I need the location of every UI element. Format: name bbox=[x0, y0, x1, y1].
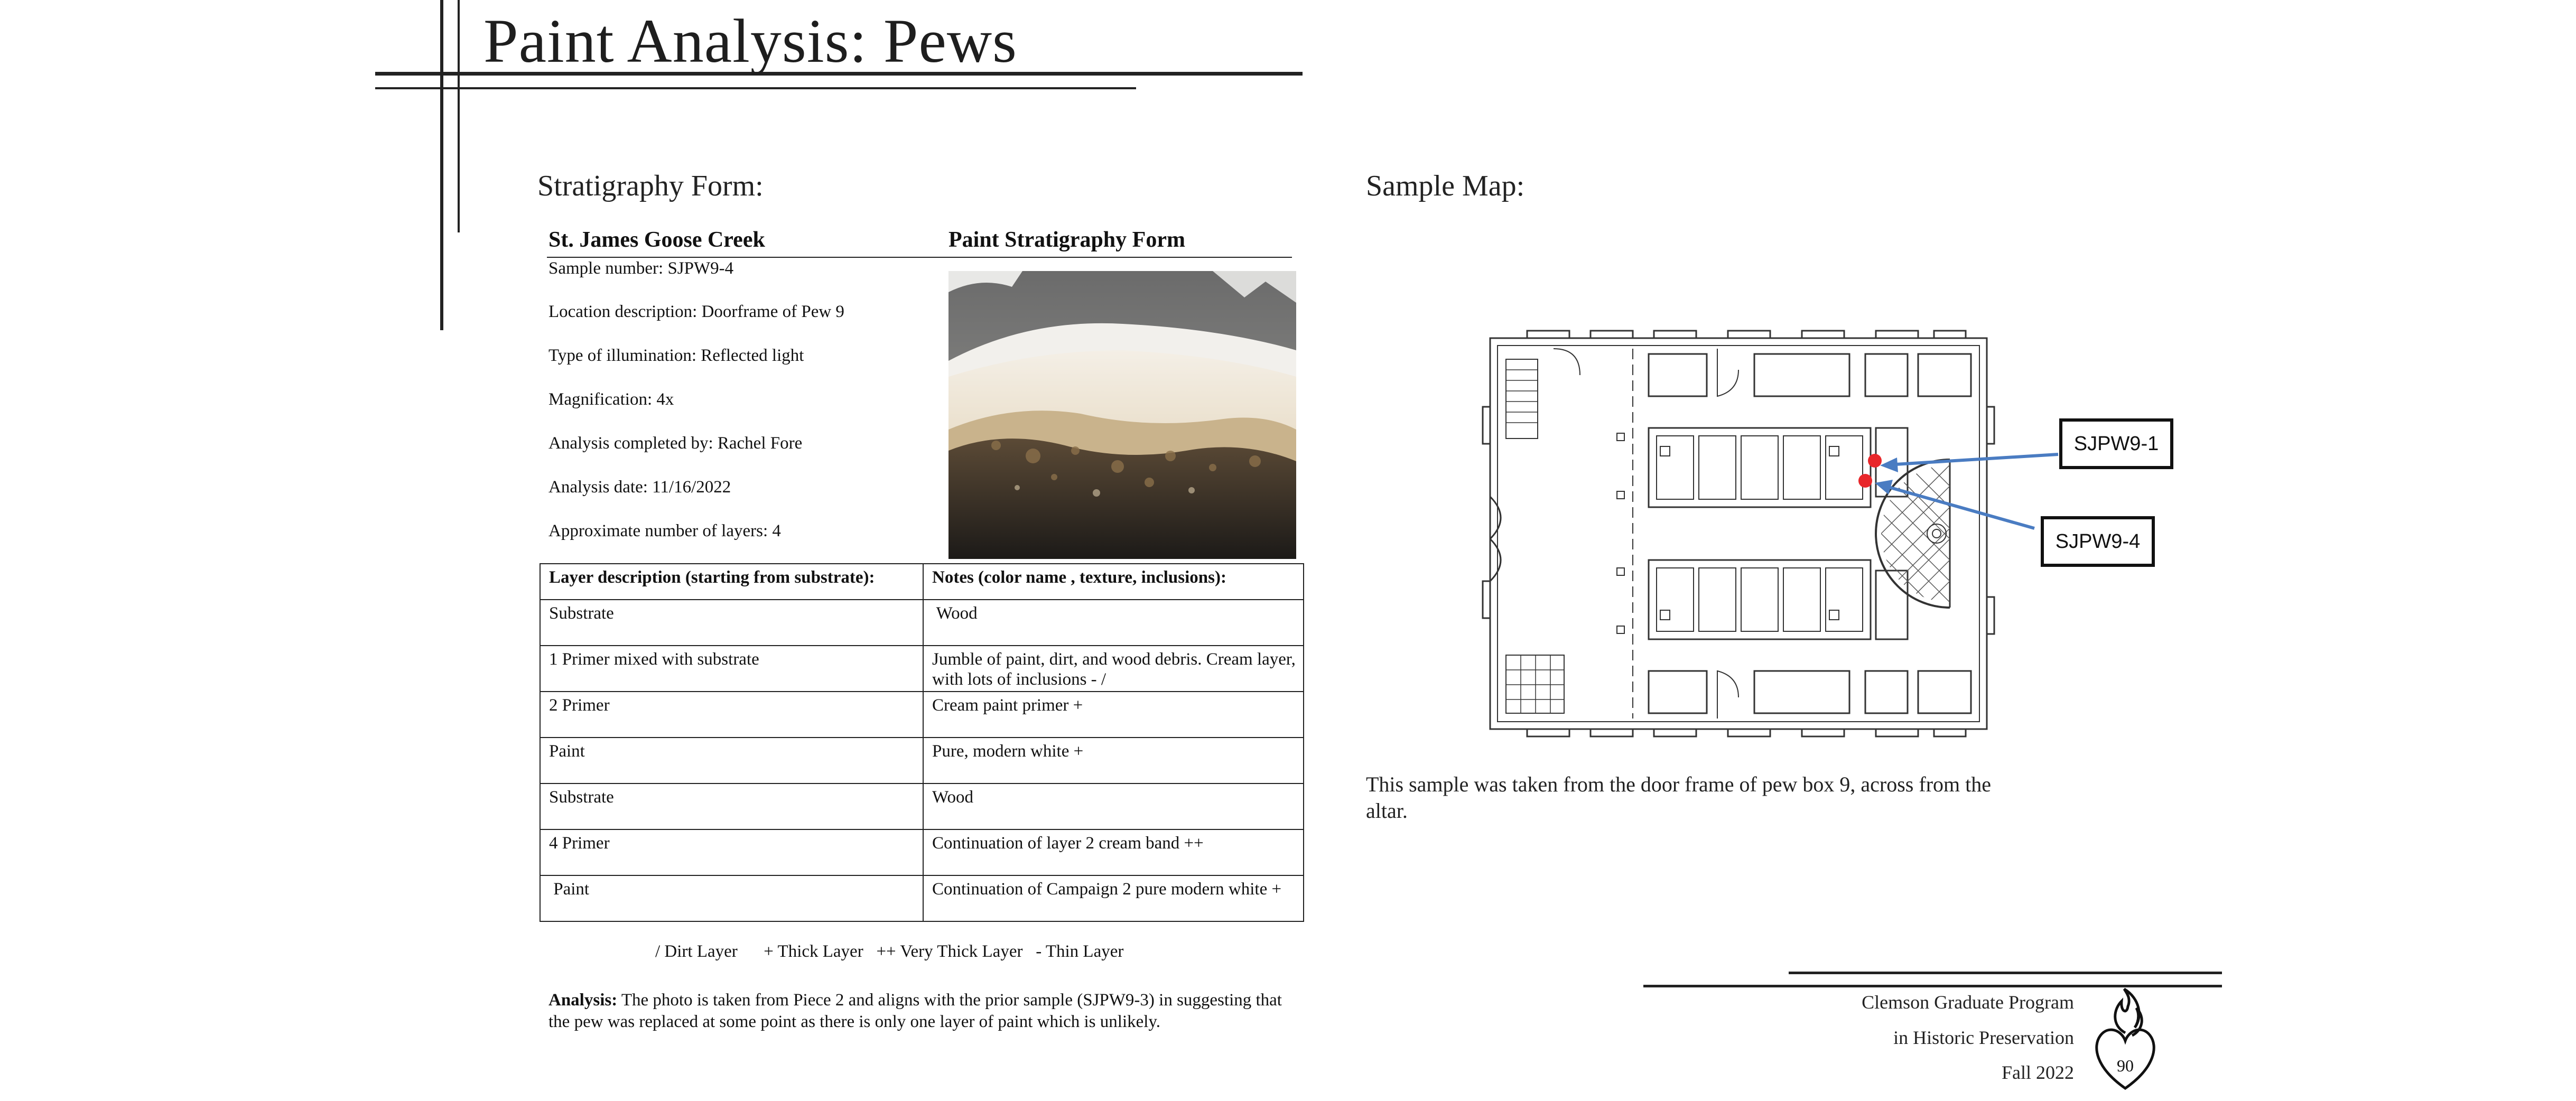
field-sample-number: Sample number: SJPW9-4 bbox=[548, 259, 734, 278]
table-cell-notes: Continuation of Campaign 2 pure modern white + bbox=[923, 875, 1304, 921]
stratigraphy-section-title: Stratigraphy Form: bbox=[537, 170, 764, 202]
page-number: 90 bbox=[2117, 1056, 2134, 1075]
site-name: St. James Goose Creek bbox=[548, 228, 765, 252]
header-vertical-rule-1 bbox=[440, 0, 443, 330]
sample-map-section-title: Sample Map: bbox=[1366, 170, 1525, 202]
table-cell-layer: 1 Primer mixed with substrate bbox=[540, 646, 923, 692]
footer-line-2: in Historic Preservation bbox=[1893, 1027, 2074, 1048]
table-cell-notes: Continuation of layer 2 cream band ++ bbox=[923, 829, 1304, 875]
footer-line-1: Clemson Graduate Program bbox=[1862, 992, 2074, 1013]
analysis-paragraph bbox=[548, 990, 1299, 1033]
table-row bbox=[540, 875, 1304, 921]
table-row bbox=[540, 738, 1304, 783]
field-analyst: Analysis completed by: Rachel Fore bbox=[548, 434, 803, 453]
form-header-rule bbox=[547, 257, 1292, 258]
table-row bbox=[540, 692, 1304, 738]
table-cell-layer: 2 Primer bbox=[540, 692, 923, 738]
layer-table bbox=[540, 563, 1304, 922]
header-horizontal-rule-2 bbox=[375, 87, 1136, 89]
table-row bbox=[540, 829, 1304, 875]
table-row bbox=[540, 600, 1304, 646]
footer-rule-1 bbox=[1789, 972, 2222, 974]
map-label-sjpw9-4: SJPW9-4 bbox=[2055, 530, 2141, 553]
floor-plan-map bbox=[1474, 317, 2177, 755]
table-cell-layer: 4 Primer bbox=[540, 829, 923, 875]
table-cell-notes: Cream paint primer + bbox=[923, 692, 1304, 738]
field-magnification: Magnification: 4x bbox=[548, 390, 674, 409]
analysis-label: Analysis: bbox=[548, 991, 618, 1010]
field-layer-count: Approximate number of layers: 4 bbox=[548, 521, 781, 540]
map-label-sjpw9-1: SJPW9-1 bbox=[2073, 433, 2159, 455]
field-analysis-date: Analysis date: 11/16/2022 bbox=[548, 478, 731, 497]
table-cell-layer: Substrate bbox=[540, 783, 923, 829]
table-cell-layer: Paint bbox=[540, 738, 923, 783]
table-cell-notes: Pure, modern white + bbox=[923, 738, 1304, 783]
field-location: Location description: Doorframe of Pew 9 bbox=[548, 302, 844, 321]
map-caption: This sample was taken from the door frame of pew box 9, across from the altar. bbox=[1366, 772, 1991, 823]
table-cell-notes: Wood bbox=[923, 783, 1304, 829]
table-header-row bbox=[540, 564, 1304, 600]
page-title: Paint Analysis: Pews bbox=[483, 6, 1017, 76]
header-vertical-rule-2 bbox=[458, 0, 460, 232]
field-illumination: Type of illumination: Reflected light bbox=[548, 346, 804, 365]
microscope-photo bbox=[948, 271, 1296, 559]
table-header-notes: Notes (color name , texture, inclusions): bbox=[923, 564, 1304, 600]
analysis-text: The photo is taken from Piece 2 and aligns with the prior sample (SJPW9-3) in suggesting that the pew was replaced at some point as there is only one layer of paint which is unlikely. bbox=[548, 991, 1282, 1031]
table-cell-layer: Substrate bbox=[540, 600, 923, 646]
table-cell-layer: Paint bbox=[540, 875, 923, 921]
table-row bbox=[540, 783, 1304, 829]
footer-line-3: Fall 2022 bbox=[2001, 1062, 2074, 1083]
layer-legend: / Dirt Layer + Thick Layer ++ Very Thick Layer - Thin Layer bbox=[655, 942, 1124, 961]
table-cell-notes: Wood bbox=[923, 600, 1304, 646]
table-row bbox=[540, 646, 1304, 692]
footer-rule-2 bbox=[1643, 985, 2222, 987]
flaming-heart-logo-icon bbox=[2090, 988, 2161, 1094]
table-cell-notes: Jumble of paint, dirt, and wood debris. Cream layer, with lots of inclusions - / bbox=[923, 646, 1304, 692]
form-title: Paint Stratigraphy Form bbox=[948, 228, 1185, 252]
table-header-layer: Layer description (starting from substrate): bbox=[540, 564, 923, 600]
